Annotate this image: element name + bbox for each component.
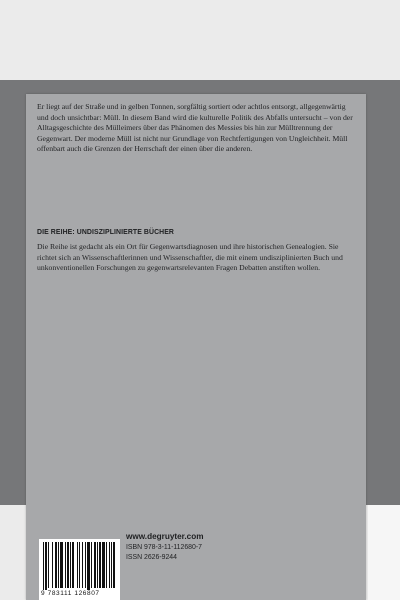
barcode-bar [79,542,80,588]
imprint [126,531,204,563]
barcode-bar [55,542,57,588]
barcode-bar [91,542,92,588]
barcode-bar [43,542,44,590]
barcode-bar [72,542,74,588]
barcode-bar [97,542,98,588]
series-description: Die Reihe ist gedacht als ein Ort für Gegenwartsdiagnosen und ihre historischen Genealogien. Sie richtet sich an Wissenschaftlerinnen und Wissenschaftler, die mit einem undisziplinierten Buch und unkonventionellen Forschungen zu gegenwartsrelevanten Fragen Debatten anstiften wollen. [37,242,343,272]
book-back-cover [26,94,366,600]
barcode-bar [99,542,101,588]
barcode-bar [45,542,47,590]
barcode-bar [111,542,112,588]
barcode-bar [70,542,71,588]
barcode-bar [60,542,63,588]
barcode-digits: 9 783111 126807 [41,590,100,597]
barcode-bar [48,542,49,588]
isbn-number: ISBN 978-3-11-112680-7 [126,544,202,551]
barcode-bar [113,542,115,588]
barcode-bar [82,542,83,588]
barcode-bars [39,539,120,591]
barcode-bar [52,542,53,588]
barcode-bar [85,542,86,588]
publisher-url[interactable]: www.degruyter.com [126,532,204,541]
barcode [39,539,120,600]
barcode-bar [109,542,110,588]
backdrop-light-strip [368,505,400,600]
blurb-text: Er liegt auf der Straße und in gelben Tonnen, sorgfältig sortiert oder achtlos entsorgt, allgegenwärtig und doch unsichtbar: Müll. In diesem Band wird die kulturelle Politik des Abfalls untersucht – von der Alltagsgeschichte des Mülleimers über das Phänomen des Messies bis hin zur Mülltrennung der Gegenwart. Der moderne Müll ist nicht nur Grundlage von Rechtfertigungen von Ungleichheit. Müll offenbart auch die Grenzen der Herrschaft der einen über die anderen. [37,102,353,153]
barcode-bar [65,542,66,588]
barcode-bar [77,542,78,588]
barcode-bar [87,542,90,590]
series-heading: DIE REIHE: UNDISZIPLINIERTE BÜCHER [37,229,175,236]
barcode-bar [67,542,69,588]
barcode-bar [94,542,96,588]
barcode-bar [102,542,105,588]
barcode-bar [58,542,59,588]
barcode-bar [106,542,107,588]
issn-number: ISSN 2626-9244 [126,554,177,561]
